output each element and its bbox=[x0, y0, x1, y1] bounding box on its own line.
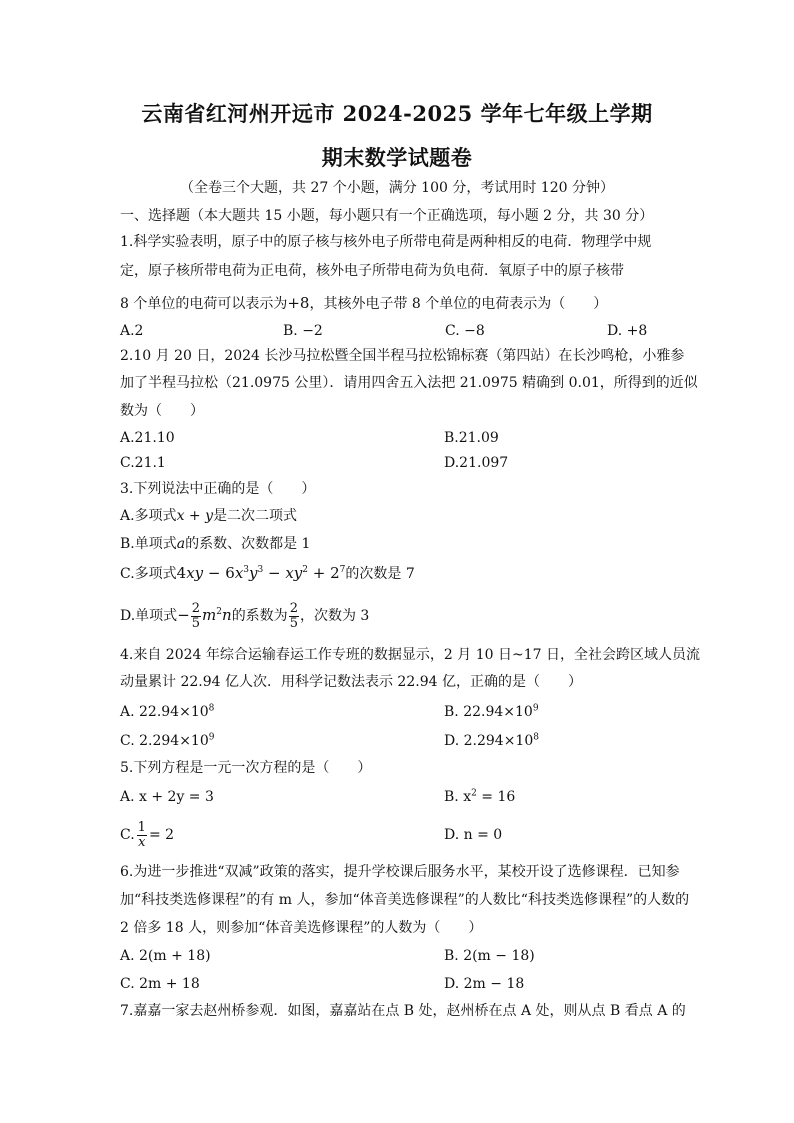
q1-expr: +8 bbox=[287, 294, 310, 312]
q3-stem: 3.下列说法中正确的是（ ） bbox=[120, 481, 316, 497]
q3-option-b bbox=[120, 535, 310, 553]
q3-option-a bbox=[120, 507, 297, 525]
q4-option-b: B. $22.94\times 10^9$ bbox=[444, 703, 539, 720]
q4-option-c: C. $2.294\times 10^9$ bbox=[120, 732, 215, 749]
q6-line3: 2 倍多 18 人，则参加“体音美选修课程”的人数为（ ） bbox=[120, 920, 483, 936]
q5-option-c: C. $\frac{1}{x}$ = 2 bbox=[120, 819, 175, 850]
q1-line3-a: 8 个单位的电荷可以表示为 bbox=[120, 296, 288, 312]
q2-option-c: C.21.1 bbox=[120, 455, 166, 471]
q6-line1: 6.为进一步推进“双减”政策的落实，提升学校课后服务水平，某校开设了选修课程．已知参 bbox=[120, 864, 680, 880]
q2-line3: 数为（ ） bbox=[120, 403, 204, 419]
q3-d-text: ，次数为 3 bbox=[299, 608, 370, 624]
q6-option-b: B. 2(m − 18) bbox=[444, 948, 535, 964]
exam-title-line1: 云南省红河州开远市 2024-2025 学年七年级上学期 bbox=[141, 101, 653, 126]
q2-line2: 加了半程马拉松（21.0975 公里）．请用四舍五入法把 21.0975 精确到 0.01，所得到的近似 bbox=[120, 375, 698, 391]
q2-option-a: A.21.10 bbox=[120, 430, 175, 446]
q1-line1: 1.科学实验表明，原子中的原子核与核外电子所带电荷是两种相反的电荷．物理学中规 bbox=[120, 234, 652, 250]
q4-line2: 动量累计 22.94 亿人次．用科学记数法表示 22.94 亿，正确的是（ ） bbox=[120, 674, 582, 690]
q3-d-mid: 的系数为 bbox=[231, 608, 288, 624]
q2-option-d: D.21.097 bbox=[444, 455, 509, 471]
q1-line2: 定，原子核所带电荷为正电荷，核外电子所带电荷为负电荷．氧原子中的原子核带 bbox=[120, 263, 624, 279]
q3-d-frac1: $\frac{2}{5}$ bbox=[191, 600, 201, 631]
q2-line1: 2.10 月 20 日，2024 长沙马拉松暨全国半程马拉松锦标赛（第四站）在长沙鸣枪，小雅参 bbox=[120, 348, 685, 364]
q3-option-d: D.单项式− $\frac{2}{5}$ $m^2n$的系数为 $\frac{2}{5}$ ，次数为 3 bbox=[120, 600, 370, 631]
q3-c-label: C.多项式 bbox=[120, 566, 177, 582]
q1-option-a: A.2 bbox=[120, 323, 144, 339]
q1-line3-b: ，其核外电子带 8 个单位的电荷表示为（ ） bbox=[309, 296, 608, 312]
q5-stem: 5.下列方程是一元一次方程的是（ ） bbox=[120, 760, 372, 776]
q3-a-label: A.多项式 bbox=[120, 508, 177, 524]
q3-d-label: D.单项式 bbox=[120, 608, 178, 624]
q3-d-expr: $m^2n$ bbox=[202, 606, 232, 624]
exam-title-line2: 期末数学试题卷 bbox=[321, 145, 473, 170]
q1-option-d: D. +8 bbox=[607, 323, 648, 339]
q4-line1: 4.来自 2024 年综合运输春运工作专班的数据显示，2 月 10 日~17 日，全社会跨区域人员流 bbox=[120, 647, 700, 663]
q3-c-text: 的次数是 7 bbox=[345, 566, 415, 582]
q6-line2: 加“科技类选修课程”的有 m 人，参加“体音美选修课程”的人数比“科技类选修课程”的人数的 bbox=[120, 892, 690, 908]
q3-d-frac2: $\frac{2}{5}$ bbox=[289, 600, 298, 631]
section-heading: 一、选择题（本大题共 15 小题，每小题只有一个正确选项，每小题 2 分，共 30 分） bbox=[120, 208, 654, 224]
q1-option-b: B. −2 bbox=[283, 323, 323, 339]
q3-a-text: 是二次二项式 bbox=[213, 508, 297, 524]
q4-option-d: D. $2.294\times 10^8$ bbox=[444, 732, 539, 749]
q6-option-c: C. 2m + 18 bbox=[120, 976, 200, 992]
q3-c-expr: $4xy - 6x^3y^3 - xy^2 + 2^7$ bbox=[176, 564, 346, 582]
q4-option-a: A. $22.94\times 10^8$ bbox=[120, 703, 215, 720]
exam-info: （全卷三个大题，共 27 个小题，满分 100 分，考试用时 120 分钟） bbox=[180, 180, 614, 196]
q6-option-a: A. 2(m + 18) bbox=[120, 948, 211, 964]
q6-option-d: D. 2m − 18 bbox=[444, 976, 525, 992]
q5-option-d: D. n = 0 bbox=[444, 827, 503, 843]
q5-option-b: B. $x^2 = 16$ bbox=[444, 788, 516, 805]
q1-option-c: C. −8 bbox=[445, 323, 485, 339]
q3-b-text: 的系数、次数都是 1 bbox=[185, 536, 311, 552]
q3-b-var: a bbox=[176, 536, 186, 552]
q5-option-a: A. x + 2y = 3 bbox=[120, 789, 214, 805]
q2-option-b: B.21.09 bbox=[444, 430, 499, 446]
q3-a-expr: x + y bbox=[176, 508, 213, 524]
q3-b-label: B.单项式 bbox=[120, 536, 177, 552]
q1-line3 bbox=[120, 294, 607, 313]
q7-line1: 7.嘉嘉一家去赵州桥参观．如图，嘉嘉站在点 B 处，赵州桥在点 A 处，则从点 B 看点 A 的 bbox=[120, 1003, 686, 1019]
q3-option-c bbox=[120, 564, 415, 583]
